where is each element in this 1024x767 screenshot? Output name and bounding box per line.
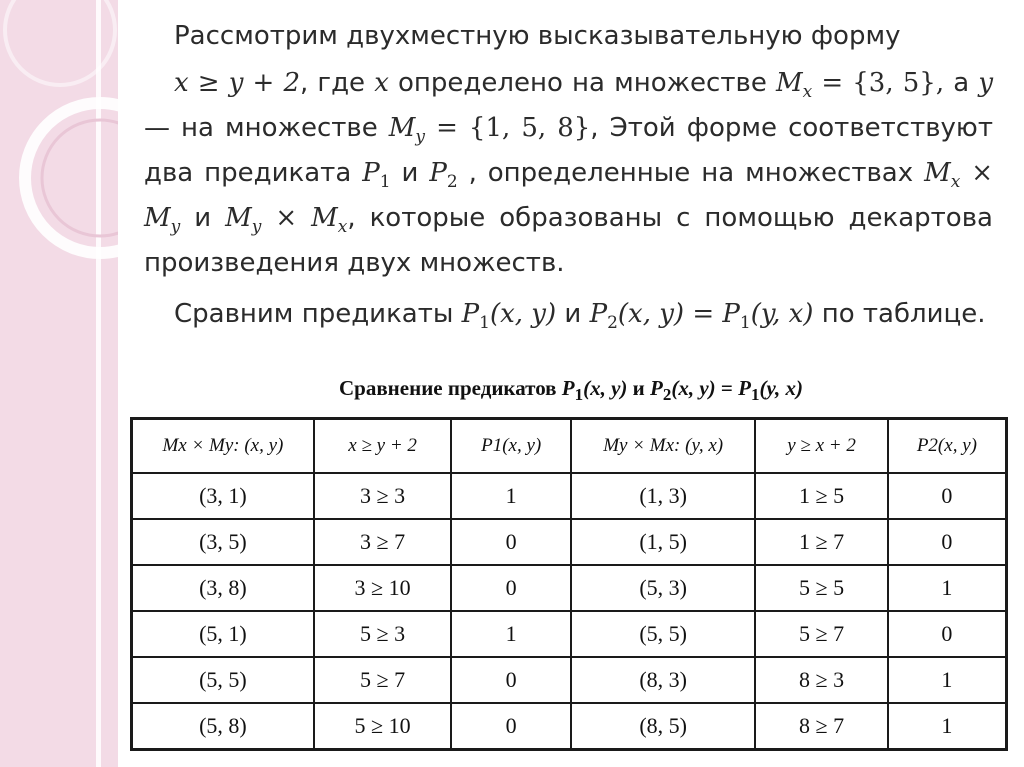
caption-args: (x, y) [583, 376, 628, 400]
pred-p2: P [589, 299, 608, 329]
sub: 2 [607, 313, 618, 334]
table-cell: 8 ≥ 3 [755, 657, 887, 703]
caption-pred: P [738, 376, 751, 400]
table-cell: (3, 5) [132, 519, 314, 565]
set-my: M [388, 113, 416, 143]
text: определено на множестве [388, 68, 776, 98]
pred-p1: P [461, 299, 480, 329]
sub: x [337, 217, 348, 238]
sub: 1 [750, 385, 760, 405]
table-cell: 0 [888, 611, 1007, 657]
slide [118, 0, 1024, 767]
text: , где [300, 68, 375, 98]
table-cell: 1 [888, 657, 1007, 703]
table-row [132, 703, 1007, 750]
table-cell: (3, 8) [132, 565, 314, 611]
sub: 2 [662, 385, 672, 405]
table-cell: 1 [888, 565, 1007, 611]
header-cell: P2(x, y) [888, 419, 1007, 474]
table-cell: 0 [451, 519, 571, 565]
header-cell: My × Mx: (y, x) [571, 419, 755, 474]
table-cell: (1, 5) [571, 519, 755, 565]
sub: y [170, 217, 181, 238]
pred-p1: P [362, 158, 380, 188]
sub: 1 [574, 385, 584, 405]
table-cell: 5 ≥ 10 [314, 703, 452, 750]
args: (x, y) = [617, 299, 723, 329]
table-row [132, 565, 1007, 611]
header-cell: y ≥ x + 2 [755, 419, 887, 474]
var-x: x [374, 68, 389, 98]
text: и [390, 158, 430, 188]
sub: x [802, 82, 813, 103]
args: (y, x) [750, 299, 814, 329]
args: (x, y) [489, 299, 557, 329]
table-cell: 0 [451, 565, 571, 611]
decorative-rings-icon [0, 0, 118, 767]
sub: 2 [446, 172, 458, 193]
caption-pred: P [650, 376, 663, 400]
table-cell: 1 [451, 611, 571, 657]
set-mx: M [775, 68, 803, 98]
caption-text: = [715, 376, 739, 400]
table-cell: 5 ≥ 7 [314, 657, 452, 703]
text-block [144, 14, 993, 337]
prod2-b: M [311, 203, 338, 233]
table-cell: 1 ≥ 7 [755, 519, 887, 565]
set-mx-value: = {3, 5}, [812, 68, 945, 98]
text: Сравним предикаты [174, 299, 462, 329]
var-y: y [978, 68, 994, 98]
formula: x ≥ y + 2 [174, 68, 301, 98]
sub: x [950, 172, 961, 193]
table-row [132, 473, 1007, 519]
header-cell: x ≥ y + 2 [314, 419, 452, 474]
table-header-row [132, 419, 1007, 474]
table-cell: (5, 3) [571, 565, 755, 611]
text: , которые образованы с помощью декартова произведения двух множеств. [144, 203, 993, 278]
paragraph-compare [144, 292, 993, 337]
table-cell: 0 [888, 519, 1007, 565]
table-cell: 8 ≥ 7 [755, 703, 887, 750]
sub: y [251, 217, 262, 238]
sub: 1 [479, 313, 490, 334]
text: , Этой форме соответствуют два предиката [144, 113, 993, 188]
table-cell: (5, 5) [132, 657, 314, 703]
caption-text: Сравнение предикатов [339, 376, 562, 400]
table-cell: 5 ≥ 5 [755, 565, 887, 611]
table-cell: 1 [888, 703, 1007, 750]
table-cell: (8, 5) [571, 703, 755, 750]
table-cell: 3 ≥ 3 [314, 473, 452, 519]
pred-p2: P [429, 158, 447, 188]
text: и [556, 299, 590, 329]
text: по таблице. [813, 299, 986, 329]
header-cell: P1(x, y) [451, 419, 571, 474]
table-cell: 0 [451, 703, 571, 750]
table-row [132, 657, 1007, 703]
prod1-b: M [144, 203, 171, 233]
decorative-left-band [0, 0, 118, 767]
sub: 1 [739, 313, 751, 334]
table-cell: (1, 3) [571, 473, 755, 519]
table-cell: (5, 8) [132, 703, 314, 750]
paragraph-definition [144, 61, 993, 286]
table-cell: 1 ≥ 5 [755, 473, 887, 519]
table-cell: 3 ≥ 7 [314, 519, 452, 565]
table-cell: (8, 3) [571, 657, 755, 703]
header-cell: Mx × My: (x, y) [132, 419, 314, 474]
table-cell: (5, 1) [132, 611, 314, 657]
caption-text: и [627, 376, 651, 400]
text: , определенные на множествах [457, 158, 925, 188]
paragraph-intro: Рассмотрим двухместную высказывательную форму [174, 21, 901, 51]
table-cell: (5, 5) [571, 611, 755, 657]
times: × [960, 158, 994, 188]
caption-args: (y, x) [759, 376, 803, 400]
prod2-a: M [225, 203, 252, 233]
sub: 1 [379, 172, 391, 193]
table-cell: 5 ≥ 7 [755, 611, 887, 657]
text: а [944, 68, 979, 98]
caption-pred: P [561, 376, 575, 400]
times: × [261, 203, 312, 233]
prod1-a: M [924, 158, 951, 188]
table-cell: 1 [451, 473, 571, 519]
table-row [132, 611, 1007, 657]
caption-args: (x, y) [671, 376, 716, 400]
table-cell: 0 [451, 657, 571, 703]
comparison-table [130, 417, 1008, 751]
pred-p1: P [722, 299, 740, 329]
set-my-value: = {1, 5, 8} [425, 113, 591, 143]
table-cell: (3, 1) [132, 473, 314, 519]
table-cell: 5 ≥ 3 [314, 611, 452, 657]
table-cell: 3 ≥ 10 [314, 565, 452, 611]
table-cell: 0 [888, 473, 1007, 519]
table-row [132, 519, 1007, 565]
table-caption [118, 376, 1024, 405]
text: — на множестве [144, 113, 389, 143]
sub: y [415, 127, 426, 148]
text: и [180, 203, 226, 233]
